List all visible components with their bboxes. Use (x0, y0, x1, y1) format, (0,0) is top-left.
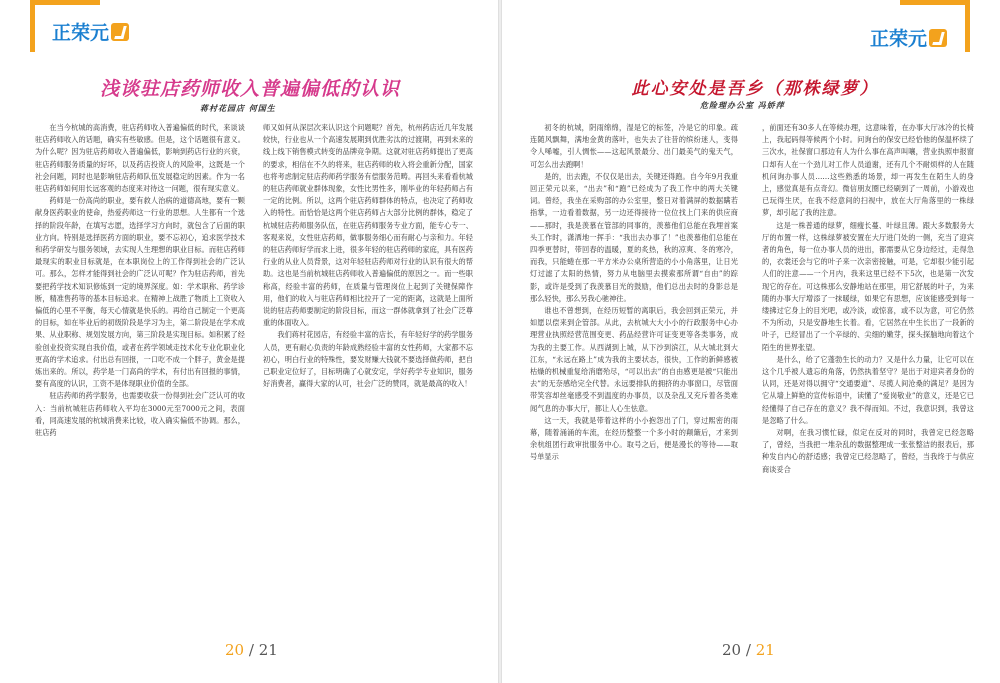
page-number (225, 641, 278, 659)
logo-mark-icon (111, 23, 129, 41)
paragraph: 师又如何从深层次来认识这个问题呢？首先，杭州药店近几年发展较快，行业也从一个高速发展期到优胜劣汰的过渡期，再到未来的线上线下销售模式转变的品牌竞争期。这就对驻店药师提出了更高的要求，相信在不久的将来，驻店药师的收入将会重新分配，国家也将考虑制定驻店药师药学服务有偿服务范畴。再回头来看看杭城的驻店药师就业群体现象，女性比男性多，刚毕业的年轻药师占有一定的比例。所以，这两个驻店药师群体的特点，也决定了药师收入的特性。而恰恰是这两个驻店药师占大部分比例的群体，稳定了杭城驻店药师服务队伍，在驻店药师服务专业方面，能专心专一、客观来说，女性驻店药师，做事服务细心而有耐心与亲和力。年轻的驻店药师好学而求上进，很多年轻的驻店药师的家庭，具有医药行业的从业人员背景，这对年轻驻店药师对行业的认识有很大的帮助。这也是当前杭城驻店药师收入普遍偏低的原因之一。而一些职称高，经验丰富的药师，在质量与管理岗位上起到了关键保障作用，他们的收入与驻店药师相比拉开了一定的距离，这就是上面所说的驻店药师要制定的阶段目标，而这一群体就拿到了社会广泛尊重的体面收入。 (263, 123, 473, 328)
article-column-1 (530, 122, 738, 612)
page-number-separator: / (248, 641, 254, 659)
corner-accent (30, 0, 35, 52)
corner-accent (30, 0, 100, 5)
corner-accent (965, 0, 970, 52)
page-number-other: 20 (722, 641, 742, 659)
paragraph: 在当今杭城的高消费，驻店药师收入普遍偏低的时代，来谈谈驻店药师收入的话题，确实有些敏感。但是，这个话题很有意义。为什么呢？因为驻店药师收入普遍偏低，影响到药店行业的兴衰，驻店药师服务质量的好坏，以及药店投资人的风险率，这既是一个社会问题，同时也是影响驻店药师队伍发展稳定的因素。作为一名驻店药师如何用长远客观的态度来对待这一问题，很有现实意义。 (35, 123, 245, 194)
page-number-separator: / (745, 641, 751, 659)
paragraph: 这是一株普通的绿萝，细瘦长蔓、叶绿且薄。跟大多数服务大厅的布置一样，这株绿萝被安置在大厅进门处的一侧，充当了迎宾者的角色，每一位办事人员的进出，都需要从它身边经过，走得急的，衣裳还会与它的叶子来一次亲密接触，可是，它却很少能引起人们的注意——一个月内，我来这里已经不下5次，也是第一次发现它的存在。可这株那么安静地站在那里，用它舒展的叶子，为来随的办事大厅增添了一抹暖绿，如果它有思想，应该能感受到每一缕拂过它身上的目光吧，或冷淡，或惊喜，或不以为意，可它仍然不为所动，只是安静地生长着。看，它居然在中生长出了一段新的叶子，已经冒出了一个辛绿的、尖细的嫩芽，探头探脑地向着这个陌生的世界张望。 (762, 220, 974, 352)
paragraph: 是的，出去跑，不仅仅是出去，关键还得跑。自今年9月我重回正荣元以来，“出去”和“跑”已经成为了我工作中的两大关键词。曾经，我坐在采购部的办公室里，整日对着满屏的数据瞒若指掌，一边看着数据，另一边还得接待一位位找上门来的供应商——那时，我是羡慕在管部的同事的，羡慕他们总能在我埋首案头工作时，潇洒地一挥手：“我出去办事了！”也羡慕他们总能在四季更替时，带回春的温暖，夏的炙热，秋的凉爽、冬的寒冷，而我，只能蜷在那一平方米办公桌所营造的小小角落里，让日光灯过滤了太阳的热情，努力从电脑里去摸索那所谓“自由”的踪影，或许是受到了我羡慕目光的鼓励，他们总出去时的身影总是那么轻快，那么另我心驰神往。 (530, 171, 738, 303)
page-number (722, 641, 775, 659)
brand-logo (52, 18, 129, 45)
paragraph: 驻店药师的药学服务，也需要收获一份得到社会广泛认可的收入：当前杭城驻店药师收入平均在3000元至7000元之间，表面看，同高速发展的杭城消费来比较，收入确实偏低不协调。那么，驻店药 (35, 391, 245, 438)
paragraph: ，前面还有30多人在等候办理，这意味着，在办事大厅冰冷的长椅上，我起码得等候两个小时。问询台的保安已经恰他的保温杯续了三次水，社保窗口那边有人为什么事在高声叫嚷，营业执照申报窗口却有人在一个劲儿对工作人员道谢，还有几个不耐烦样的人在随机问询办事人员……这些熟悉的场景，却一再发生在陌生人的身上，感觉真是有点奇幻。微信朋友圈已经刷到了一周前，小游戏也已玩得生厌，在我不经意间的扫视中，放在大厅角落里的一株绿萝，却引起了我的注意。 (762, 123, 974, 218)
corner-accent (900, 0, 970, 5)
article-byline: 危险理办公室 冯娇萍 (700, 101, 785, 110)
right-page (500, 0, 1000, 683)
paragraph: 这一天，我就是带着这样的小小抱怨出了门，穿过熙密的雨幕，随着涌涌的车流，在经历整整一个多小时的颠簸后，才来到余杭组团行政审批服务中心。取号之后，便是漫长的等待——取号单显示 (530, 415, 738, 462)
page-number-other: 21 (258, 641, 278, 659)
logo-text: 正荣元 (870, 28, 928, 50)
article-title: 此心安处是吾乡（那株绿萝） (631, 79, 879, 99)
logo-mark-icon (929, 29, 947, 47)
page-number-current: 20 (225, 641, 245, 659)
paragraph: 对啊，在我习惯忙碌，似定在反对的同时，我曾定已经忽略了，曾经，当我把一堆杂乱的数据整理成一张张整洁的报表后，那种发自内心的舒适感；我曾定已经忽略了，曾经，当我终于与供应商谈妥合 (762, 428, 974, 474)
article-column-2 (762, 122, 974, 612)
paragraph: 我们蒋村花园店，有经验丰富的店长，有年轻好学的药学服务人员，更有耐心负责的年龄成熟经验丰富的女性药师，大家都不忘初心，明白行业的特殊性，要发财赚大钱就不要选择做药师，把自己职业定位好了，目标明确了心就安定，学好药学专业知识，服务好消费者，赢得大家的认可，社会广泛的赞同，就是最高的收入！ (263, 330, 473, 389)
page-number-current: 21 (755, 641, 775, 659)
paragraph: 初冬的杭城，阴雨绵绵，湿是它的标签，冷是它的印象。疏连随风飘舞，满地金黄的落叶，也失去了往昔的缤纷迷人，变得令人唏嘘，引人惆怅——这起风景最分、出门最美气的鬼天气，可怎么出去跑啊！ (530, 123, 738, 169)
article-column-2 (263, 122, 473, 542)
paragraph: 是什么，给了它蓬勃生长的动力？又是什么力量，让它可以在这个几乎被人遗忘的角落，仍然执着坚守？是出于对迎宾者身份的认同，还是对得以拥守“交通要道”、尽揽人间沧桑的满足？是因为它从墙上鲜艳的宣传标语中，读懂了“爱岗敬业”的意义，还是它已经懂得了自己存在的意义？我不得而知。不过，我意识到，我曾这是忽略了什么。 (762, 354, 974, 425)
logo-text: 正荣元 (52, 22, 110, 44)
article-title: 浅谈驻店药师收入普遍偏低的认识 (99, 78, 400, 100)
article-column-1 (35, 122, 245, 592)
brand-logo (870, 24, 947, 51)
article-byline: 蒋村花园店 何国生 (200, 104, 276, 113)
paragraph: 药师是一份高尚的职业，要有救人治病的道德高地，要有一颗献身医药职业的使命，热爱药师这一行业的思想。人生都有一个选择的阶段年龄，在填写志愿，选择学习方向时，就包含了后面的职业方向。特别是选择医药方面的职业，要不忘初心，追求医学技术和药学研发与服务领域，去实现人生理想的职业目标。而驻店药师最现实的职业目标就是，在本职岗位上的工作得到社会的广泛认可。那么，怎样才能得到社会的广泛认可呢？作为驻店药师，首先要把药学技术知识修炼到一定的境界深度。如：学术职称、药学诊断，精准售药等的基本目标追求。在精神上战胜了物质上工资收入偏低的心里不平衡，每天心情就是快乐的。再给自己制定一个更高的目标，如在毕业后的初级阶段是学习为主，第二阶段是在学术成果、从业职称、规划发展方向，第三阶段是实现目标。如积累了经验创业投资实现自我价值，或者在药学领域走技术化专业化职业化更高的学术追求。付出总有回报，一口吃不成一个胖子，黄金是提炼出来的。所以，药学是一门高尚的学术，有付出有回报的事情，要有高度的认识，工资不是体现职业价值的全部。 (35, 196, 245, 389)
paragraph: 谁也不曾想到，在经历短暂的离职后，我会回到正荣元，并如愿以偿来到企管部。从此，去杭城大大小小的行政服务中心办理营业执照经营范围变更、药品经营许可证变更等各类事务，成为我的主要工作。从西湖到上城，从下沙到滨江，从大城北到大江东，“永远在路上”成为我的主要状态，很快，工作的新鲜感被枯燥的机械重复给消磨殆尽，“可以出去”的自由感更是被“只能出去”的无奈感给完全代替。永远要排队的拥挤的办事窗口，尽管面带笑容却丝毫感受不到温度的办事员，以及杂乱又充斥着各类难闻气息的办事大厅，都让人心生怯意。 (530, 306, 738, 413)
